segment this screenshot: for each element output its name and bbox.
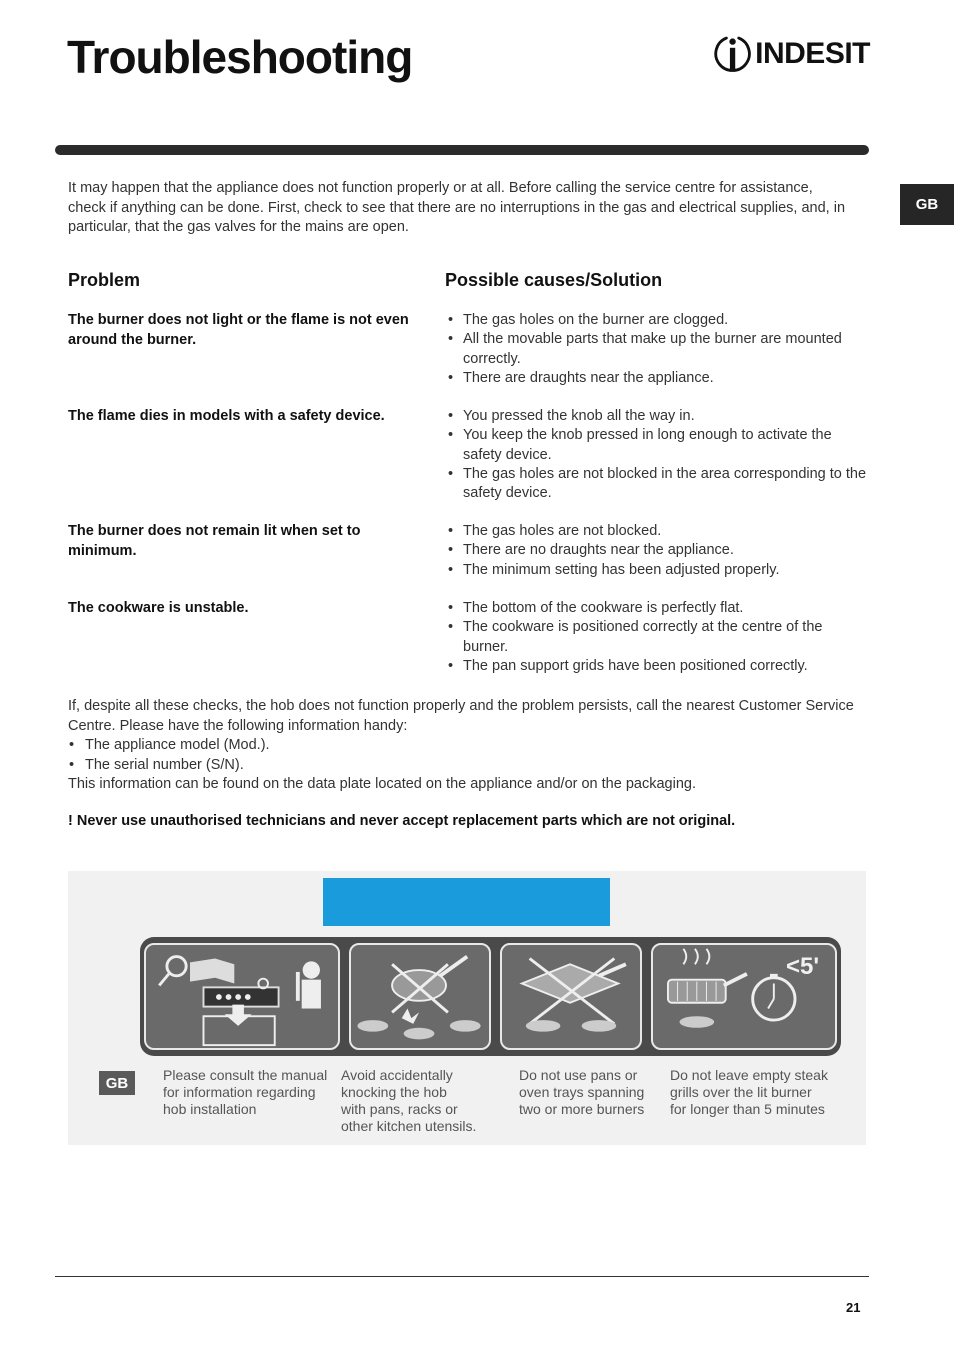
indesit-logo-icon	[714, 32, 751, 76]
brand-logo	[714, 32, 870, 76]
after-checks-text: If, despite all these checks, the hob does not function properly and the problem persists, call the nearest Customer Service Centre. Please have the following information handy:	[68, 698, 854, 734]
intro-paragraph: It may happen that the appliance does not function properly or at all. Before calling the service centre for assistance, check if anything can be done. First, check to see that there are no interruptions in the gas and electrical supplies, and, in particular, that the gas valves for the mains are open.	[68, 180, 846, 235]
list-item: • The pan support grids have been positioned correctly.	[445, 657, 870, 676]
page-title: Troubleshooting	[67, 31, 413, 83]
consult-manual-pictogram	[144, 943, 340, 1050]
strip-language-badge: GB	[99, 1071, 135, 1095]
list-item: • There are draughts near the appliance.	[445, 369, 870, 388]
blue-banner	[323, 878, 610, 926]
list-item: • All the movable parts that make up the burner are mounted correctly.	[445, 330, 870, 369]
caption-spanning-pans: Do not use pans or oven trays spanning two or more burners	[519, 1067, 645, 1117]
pictogram-row	[140, 937, 841, 1056]
problem-column-heading: Problem	[68, 270, 141, 290]
footer-divider	[55, 1276, 869, 1277]
spanning-pan-icon	[502, 945, 640, 1048]
problem-text: The burner does not light or the flame is not even around the burner.	[68, 312, 409, 348]
list-item: • The gas holes are not blocked in the area corresponding to the safety device.	[445, 465, 870, 504]
warning-text: ! Never use unauthorised technicians and never accept replacement parts which are not original.	[68, 813, 736, 829]
avoid-knocking-pictogram	[349, 943, 491, 1050]
causes-list	[445, 522, 870, 580]
caption-consult-manual: Please consult the manual for information regarding hob installation	[163, 1067, 328, 1117]
no-spanning-pans-pictogram	[500, 943, 642, 1050]
problem-text: The burner does not remain lit when set to minimum.	[68, 523, 361, 559]
list-item: • The appliance model (Mod.).	[68, 736, 868, 756]
installer-manual-icon	[146, 945, 338, 1048]
list-item: • You keep the knob pressed in long enough to activate the safety device.	[445, 426, 870, 465]
list-item: • The cookware is positioned correctly at the centre of the burner.	[445, 618, 870, 657]
causes-list	[445, 599, 870, 676]
list-item: • You pressed the knob all the way in.	[445, 407, 870, 426]
causes-list	[445, 311, 870, 388]
knocking-pan-icon	[351, 945, 489, 1048]
problem-text: The flame dies in models with a safety device.	[68, 408, 385, 424]
info-list	[68, 736, 868, 775]
list-item: • The bottom of the cookware is perfectly flat.	[445, 599, 870, 618]
list-item: • There are no draughts near the appliance.	[445, 541, 870, 560]
causes-column-heading: Possible causes/Solution	[445, 270, 663, 290]
timer-label: <5'	[786, 953, 820, 980]
list-item: • The serial number (S/N).	[68, 756, 868, 776]
page-number: 21	[846, 1300, 861, 1315]
data-plate-note: This information can be found on the data plate located on the appliance and/or on the packaging.	[68, 776, 696, 792]
list-item: • The minimum setting has been adjusted properly.	[445, 561, 870, 580]
caption-empty-grill: Do not leave empty steak grills over the lit burner for longer than 5 minutes	[670, 1067, 828, 1117]
language-tab: GB	[900, 184, 954, 225]
causes-list	[445, 407, 870, 503]
caption-avoid-knocking: Avoid accidentally knocking the hob with pans, racks or other kitchen utensils.	[341, 1067, 477, 1134]
after-checks-section	[68, 697, 868, 795]
problem-text: The cookware is unstable.	[68, 600, 249, 616]
logo-text: INDESIT	[755, 37, 870, 70]
list-item: • The gas holes are not blocked.	[445, 522, 870, 541]
list-item: • The gas holes on the burner are clogged.	[445, 311, 870, 330]
header-divider	[55, 145, 869, 155]
